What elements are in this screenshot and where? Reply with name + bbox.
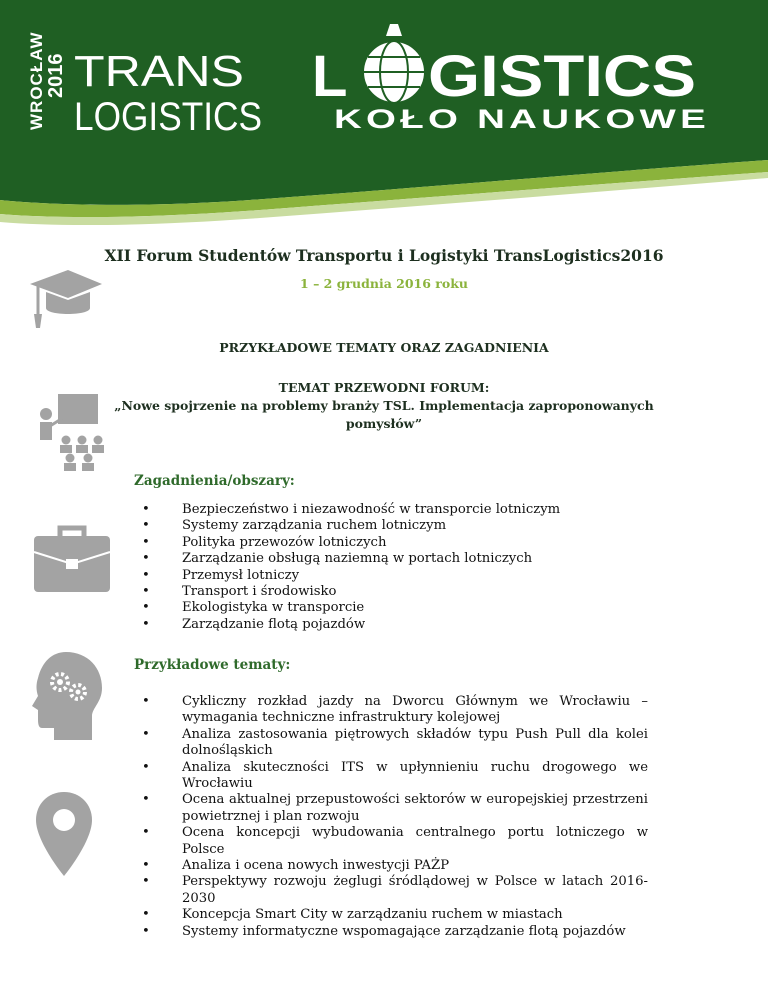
logo-subtitle: KOŁO NAUKOWE (334, 104, 710, 134)
list-item: • Przemysł lotniczy (134, 568, 648, 584)
location-pin-icon (34, 790, 94, 878)
briefcase-icon (32, 524, 112, 596)
topics-heading: Przykładowe tematy: (134, 657, 291, 673)
theme-label: TEMAT PRZEWODNI FORUM: (278, 380, 490, 395)
list-item: • Ocena koncepcji wybudowania centralnego portu lotniczego w Polsce (134, 825, 648, 858)
list-item: • Ocena aktualnej przepustowości sektorów w europejskiej przestrzeni powietrznej i plan rozwoju (134, 792, 648, 825)
list-item: • Koncepcja Smart City w zarządzaniu ruchem w miastach (134, 907, 648, 923)
head-gears-icon (30, 650, 106, 742)
section-heading: PRZYKŁADOWE TEMATY ORAZ ZAGADNIENIA (219, 340, 549, 355)
header-banner (0, 0, 768, 240)
logo-city: WROCŁAW (27, 31, 46, 130)
list-item: • Polityka przewozów lotniczych (134, 535, 648, 551)
list-item: • Zarządzanie obsługą naziemną w portach lotniczych (134, 551, 648, 567)
forum-date: 1 – 2 grudnia 2016 roku (300, 276, 468, 291)
logo-word-trans: TRANS (74, 47, 244, 96)
list-item: • Ekologistyka w transporcie (134, 600, 648, 616)
list-item: • Analiza zastosowania piętrowych składów typu Push Pull dla kolei dolnośląskich (134, 727, 648, 760)
list-item: • Perspektywy rozwoju żeglugi śródlądowej w Polsce w latach 2016-2030 (134, 874, 648, 907)
list-item: • Bezpieczeństwo i niezawodność w transporcie lotniczym (134, 502, 648, 518)
list-item: • Systemy informatyczne wspomagające zarządzanie flotą pojazdów (134, 924, 648, 940)
list-item: • Systemy zarządzania ruchem lotniczym (134, 518, 648, 534)
graduation-cap-icon (28, 262, 104, 332)
logo-word-gistics: GISTICS (428, 44, 696, 109)
logo-letter-l: L (312, 44, 348, 109)
list-item: • Transport i środowisko (134, 584, 648, 600)
forum-title: XII Forum Studentów Transportu i Logistyki TransLogistics2016 (104, 246, 664, 265)
areas-heading: Zagadnienia/obszary: (134, 473, 295, 489)
theme-line-2: pomysłów” (345, 416, 423, 431)
areas-list (134, 502, 648, 633)
list-item: • Analiza skuteczności ITS w upłynnieniu ruchu drogowego we Wrocławiu (134, 760, 648, 793)
logo-year: 2016 (45, 53, 67, 98)
topics-list (134, 694, 648, 940)
header-graphic (0, 0, 768, 240)
list-item: • Cykliczny rozkład jazdy na Dworcu Głównym we Wrocławiu – wymagania techniczne infrastruktury kolejowej (134, 694, 648, 727)
theme-line-1: „Nowe spojrzenie na problemy branży TSL. Implementacja zaproponowanych (114, 398, 654, 413)
list-item: • Zarządzanie flotą pojazdów (134, 617, 648, 633)
logo-word-logistics: LOGISTICS (74, 95, 262, 139)
list-item: • Analiza i ocena nowych inwestycji PAŻP (134, 858, 648, 874)
